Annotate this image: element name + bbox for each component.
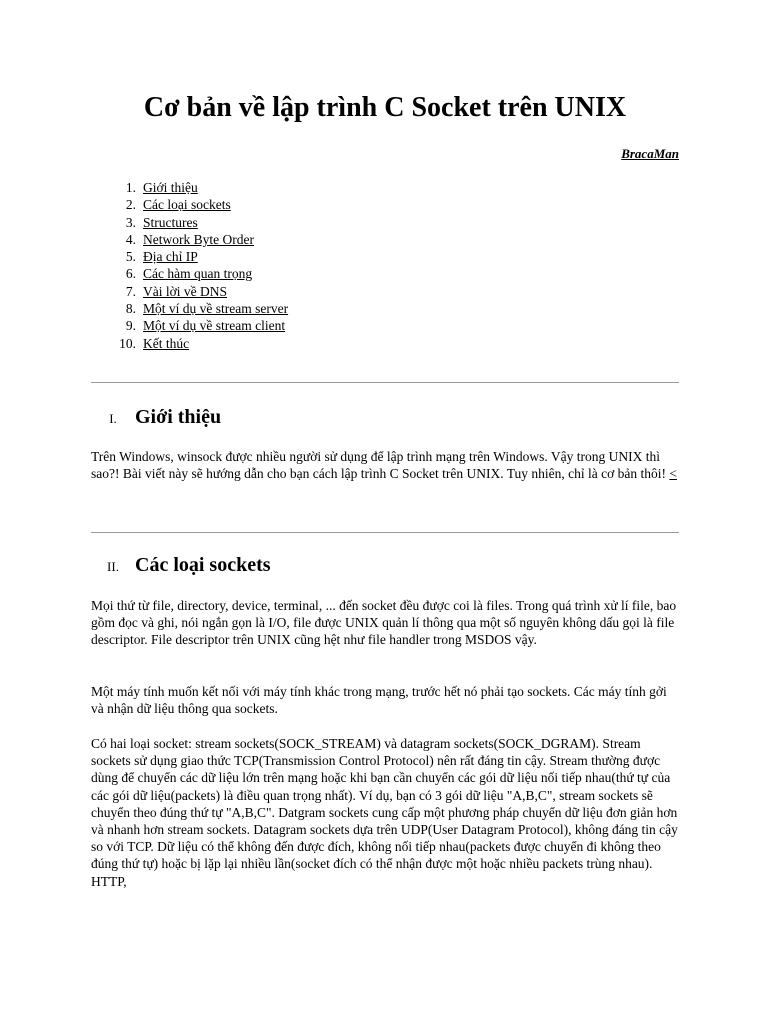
toc-number: 1. (125, 180, 136, 195)
document-title: Cơ bản về lập trình C Socket trên UNIX (143, 92, 627, 123)
section-title: Giới thiệu (135, 406, 222, 428)
toc-item (91, 335, 288, 352)
author-link[interactable]: BracaMan (621, 146, 679, 161)
toc-number: 2. (125, 197, 136, 213)
toc-number: 7. (125, 283, 136, 299)
back-to-top-link[interactable]: < (669, 466, 677, 482)
toc-item (91, 265, 288, 282)
toc-number: 4. (125, 231, 136, 247)
toc-number: 9. (125, 318, 136, 334)
toc-item (91, 214, 288, 231)
horizontal-rule (91, 532, 679, 533)
section-heading-intro (91, 406, 221, 429)
section-title: Các loại sockets (135, 554, 271, 576)
table-of-contents (91, 179, 288, 352)
toc-link-ket-thuc[interactable]: Kết thúc (143, 335, 190, 351)
toc-link-vai-loi-ve-dns[interactable]: Vài lời về DNS (143, 283, 228, 299)
toc-link-cac-ham-quan-trong[interactable]: Các hàm quan trọng (143, 266, 253, 282)
horizontal-rule (91, 382, 679, 383)
toc-number: 10. (119, 335, 136, 351)
sockets-paragraph-3: Có hai loại socket: stream sockets(SOCK_STREAM) và datagram sockets(SOCK_DGRAM). Stream sockets sử dụng giao thức TCP(Transmission Control Protocol) nên rất đáng tin cậy. Stream thường được dùng để chuyển các dữ liệu lớn trên mạng hoặc khi bạn cần chuyển các gói dữ liệu nối tiếp nhau(thứ tự của các gói dữ liệu(packets) là điều quan trọng nhất). Ví dụ, bạn có 3 gói dữ liệu "A,B,C", stream sockets sẽ chuyển theo đúng thứ tự "A,B,C". Datgram sockets cung cấp một phương pháp chuyển dữ liệu đơn giản hơn và nhanh hơn stream sockets. Datagram sockets dựa trên UDP(User Datagram Protocol), không đáng tin cậy so với TCP. Dữ liệu có thể không đến được đích, không nối tiếp nhau(packets được chuyển đi không theo đúng thứ tự) hoặc bị lặp lại nhiều lần(socket đích có thể nhận được một hoặc nhiều packets trùng nhau). HTTP, (91, 736, 678, 889)
sockets-paragraph-2: Một máy tính muốn kết nối với máy tính khác trong mạng, trước hết nó phải tạo sockets. Các máy tính gởi và nhận dữ liệu thông qua sockets. (91, 684, 667, 717)
toc-number: 3. (125, 214, 136, 230)
toc-item (91, 300, 288, 317)
toc-link-network-byte-order[interactable]: Network Byte Order (143, 231, 254, 247)
intro-paragraph (91, 448, 679, 482)
toc-number: 8. (125, 301, 136, 317)
section-number: I. (109, 411, 117, 426)
toc-link-dia-chi-ip[interactable]: Địa chỉ IP (143, 249, 198, 265)
toc-link-structures[interactable]: Structures (143, 214, 198, 230)
section-number: II. (107, 559, 119, 574)
toc-item (91, 179, 288, 196)
intro-text: Trên Windows, winsock được nhiều người sử dụng để lập trình mạng trên Windows. Vậy trong UNIX thì sao?! Bài viết này sẽ hướng dẫn cho bạn cách lập trình C Socket trên UNIX. Tuy nhiên, chỉ là cơ bản thôi! (91, 449, 666, 482)
toc-item (91, 231, 288, 248)
toc-item (91, 196, 288, 213)
toc-link-stream-client[interactable]: Một ví dụ về stream client (143, 318, 286, 334)
sockets-paragraph-1: Mọi thứ từ file, directory, device, terminal, ... đến socket đều được coi là files. Trong quá trình xử lí file, bao gồm đọc và ghi, nói ngắn gọn là I/O, file được UNIX quản lí thông qua một số nguyên không dấu gọi là file descriptor. File descriptor trên UNIX cũng hệt như file handler trong MSDOS vậy. (91, 598, 677, 648)
toc-link-cac-loai-sockets[interactable]: Các loại sockets (143, 197, 231, 213)
toc-item (91, 248, 288, 265)
toc-item (91, 317, 288, 334)
toc-link-stream-server[interactable]: Một ví dụ về stream server (143, 301, 289, 317)
toc-item (91, 283, 288, 300)
section-heading-sockets (91, 554, 271, 577)
toc-number: 6. (125, 266, 136, 282)
toc-link-gioi-thieu[interactable]: Giới thiệu (143, 180, 198, 195)
toc-number: 5. (125, 249, 136, 265)
